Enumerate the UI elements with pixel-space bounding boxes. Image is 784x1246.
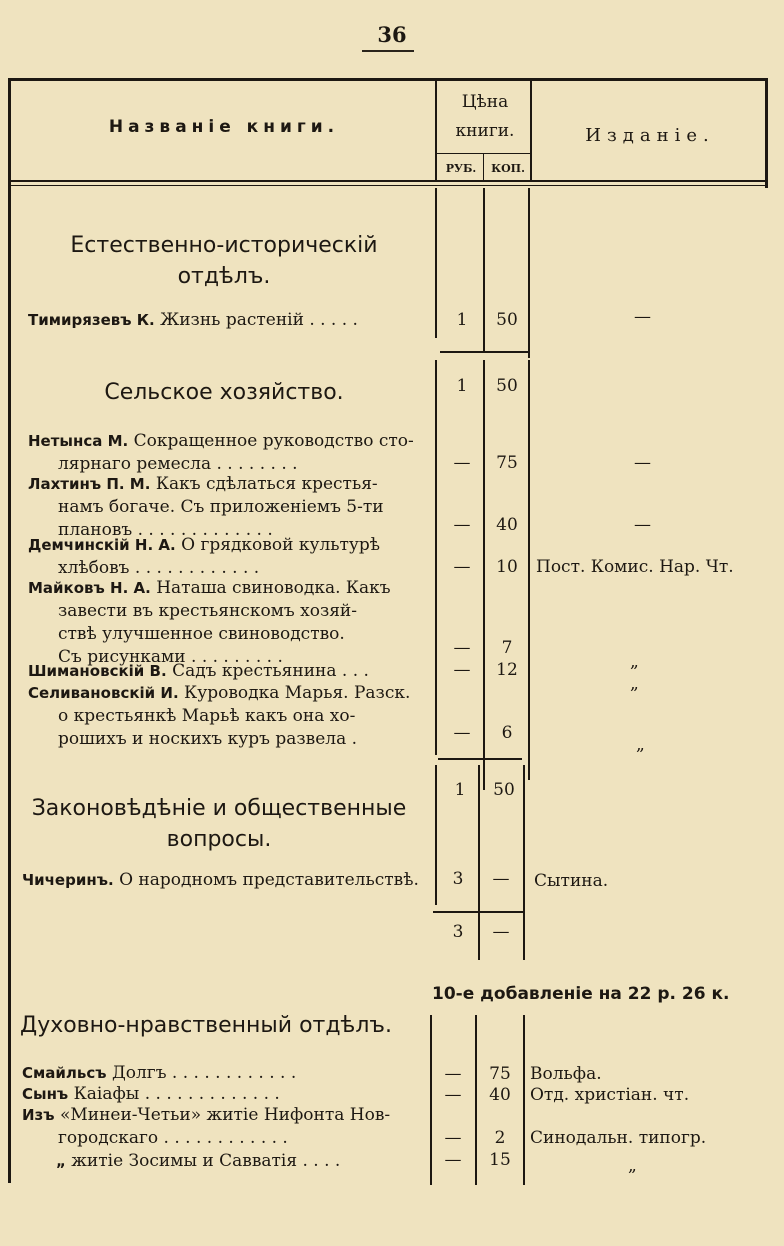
page-number: 36 [377,22,407,47]
price-kop: 40 [496,515,518,535]
price-rub: — [453,557,471,577]
edition-cell: Отд. христіан. чт. [530,1085,690,1105]
supplement-total: 10-е добавленіе на 22 р. 26 к. [432,984,730,1004]
column-header-rub: РУБ. [445,162,477,175]
book-entry: Шимановскій В. Садъ крестьянина . . . [28,661,369,681]
col-rule-rub-2 [435,360,437,755]
subtotal-rule [440,351,528,353]
col-rule-edition [528,188,530,358]
subtotal-rub: 1 [456,376,468,396]
edition-cell: „ [630,652,639,672]
price-kop: 12 [496,660,518,680]
price-kop: — [492,869,510,889]
price-kop: 6 [501,723,513,743]
column-header-kop: КОП. [491,162,525,175]
subtotal-rub: 1 [454,780,466,800]
price-rub: — [444,1128,462,1148]
book-entry: Лахтинъ П. М. Какъ сдѣлаться крестья- намъ богаче. Съ приложеніемъ 5-ти плановъ . . . . . . . . . . . . . [28,474,384,540]
column-header-price-l2: книги. [455,121,515,141]
section-title-natural-history: Естественно-историческій отдѣлъ. [70,233,378,289]
column-header-price-l1: Цѣна [461,92,509,112]
book-entry: Демчинскій Н. А. О грядковой культурѣ хлѣбовъ . . . . . . . . . . . . [28,535,381,578]
price-rub: 3 [452,869,464,889]
section-title-law: Законовѣдѣніе и общественные вопросы. [31,796,407,852]
edition-cell: — [634,453,651,473]
subtotal-kop: — [492,922,510,942]
col-rule-rub [435,188,437,338]
header-bottom-rule-thin [8,185,768,186]
section-title-agriculture: Сельское хозяйство. [104,380,344,405]
book-entry: „ житіе Зосимы и Савватія . . . . [56,1151,341,1171]
edition-cell: — [634,307,651,327]
book-entry: Смайльсъ Долгъ . . . . . . . . . . . . [22,1063,297,1083]
header-bottom-rule [8,180,768,182]
price-kop: 75 [496,453,518,473]
page-number-rule [362,50,414,52]
price-kop: 7 [501,638,513,658]
price-kop: 2 [494,1128,506,1148]
book-entry: Чичеринъ. О народномъ представительствѣ. [22,870,419,890]
col-rule-kop-4 [475,1015,477,1185]
table-top-border [8,78,768,81]
subtotal-rule [438,758,522,760]
price-rub: — [444,1150,462,1170]
edition-cell: Пост. Комис. Нар. Чт. [536,557,734,577]
book-entry: Тимирязевъ К. Жизнь растеній . . . . . [28,310,358,330]
edition-cell: — [634,515,651,535]
price-rub: — [453,515,471,535]
price-rub: — [453,660,471,680]
section-title-spiritual: Духовно-нравственный отдѣлъ. [20,1013,392,1038]
book-entry: Нетынса М. Сокращенное руководство сто- лярнаго ремесла . . . . . . . . [28,431,414,474]
book-entry: Селивановскій И. Куроводка Марья. Разск. о крестьянкѣ Марьѣ какъ она хо- рошихъ и носкихъ куръ развела . [28,683,411,749]
price-kop: 75 [489,1064,511,1084]
edition-cell: „ [636,735,645,755]
price-kop: 15 [489,1150,511,1170]
column-header-title: Названіе книги. [108,117,340,137]
book-entry: Изъ «Минеи-Четьи» житіе Нифонта Нов- городскаго . . . . . . . . . . . . [22,1105,391,1148]
price-kop: 10 [496,557,518,577]
subtotal-rub: 3 [452,922,464,942]
book-entry: Майковъ Н. А. Наташа свиноводка. Какъ завести въ крестьянскомъ хозяй- ствѣ улучшенное свиноводство. Съ рисунками . . . . . . . . . [28,578,391,667]
table-left-border [8,78,11,1183]
price-kop: 50 [496,310,518,330]
col-rule-edition-4 [523,1015,525,1185]
price-rub: — [444,1085,462,1105]
price-rub: — [453,723,471,743]
edition-cell: „ [628,1156,637,1176]
subtotal-kop: 50 [496,376,518,396]
edition-cell: „ [630,674,639,694]
header-divider-price [435,80,437,182]
price-kop: 40 [489,1085,511,1105]
price-rub: — [453,638,471,658]
subtotal-kop: 50 [493,780,515,800]
price-rub: — [444,1064,462,1084]
price-rub: 1 [456,310,468,330]
edition-cell: Вольфа. [530,1064,602,1084]
price-rub: — [453,453,471,473]
subtotal-rule [433,911,525,913]
book-entry: Сынъ Каіафы . . . . . . . . . . . . . [22,1084,280,1104]
edition-cell: Синодальн. типогр. [530,1128,707,1148]
edition-cell: Сытина. [534,871,609,891]
column-header-edition: Изданіе. [585,125,715,146]
